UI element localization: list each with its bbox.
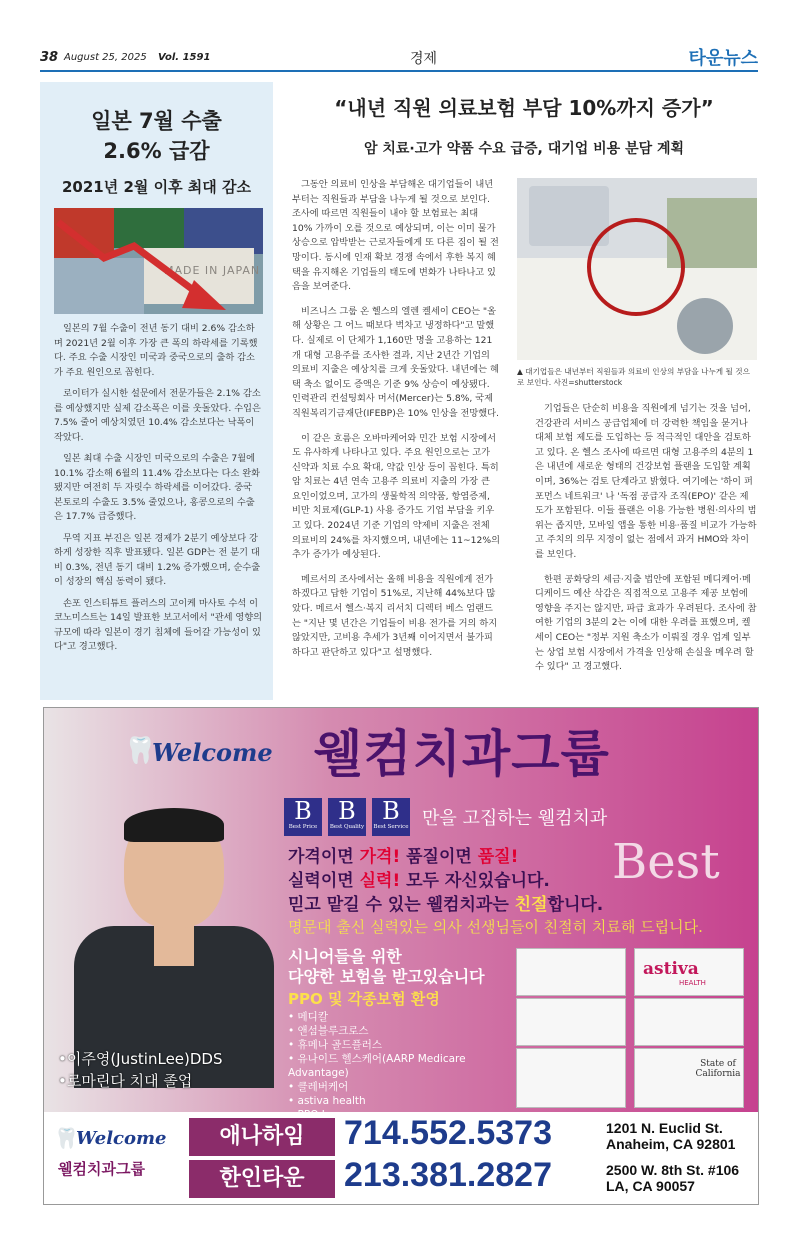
insurer-item: • 메디칼 <box>288 1011 328 1023</box>
decline-arrow-icon <box>54 208 263 314</box>
issue-volume: Vol. 1591 <box>158 52 211 63</box>
shipping-containers-photo <box>54 208 263 314</box>
insurer-item: • 클레버케어 <box>288 1081 349 1093</box>
welcome-logo-text: Welcome <box>152 738 273 767</box>
article-paragraph: 그동안 의료비 인상을 부담해온 대기업들이 내년부터는 직원들과 부담을 나누게 될 것으로 보인다. 조사에 따르면 직원들이 내야 할 보험료는 최대 10% 가까이 오를 것으로 예상되며, 이는 이미 물가 상승으로 압박받는 근로자들에게 또 다른 짐이 될 전망이다. 동시에 인재 확보 경쟁 속에서 후한 복지 혜택을 유지해온 기업들의 태도에 변화가 나타나고 있음을 보여준다. <box>292 179 499 293</box>
slogan-line-3: 믿고 맡길 수 있는 웰컴치과는 친절합니다. <box>288 895 604 915</box>
insurer-item: • astiva health <box>288 1095 366 1107</box>
contact-bar: 🦷 Welcome 웰컴치과그룹 애나하임 714.552.5373 1201 N. Euclid St. Anaheim, CA 92801 한인타운 213.381.2827 2500 W. 8th St. #106 LA, CA 90057 <box>44 1112 758 1204</box>
article-paragraph: 이 같은 흐름은 오바마케어와 민간 보험 시장에서도 유사하게 나타나고 있다. 주요 원인으로는 고가 신약과 치료 수요 확대, 약값 인상 등이 꼽힌다. 특히 암 치료는 4년 연속 고용주 의료비 지출의 가장 큰 요인이었으며, 고가의 생물학적 의약품, 항염증제, 비만 치료제(GLP-1) 사용 증가도 기업 부담을 키우고 있다. 2024년 기준 기업의 약제비 지출은 전체 의료비의 24%를 차지했으며, 내년에는 11~12%의 추가 증가가 예상된다. <box>292 432 500 561</box>
insurance-card <box>516 948 626 996</box>
slogan-line-4: 명문대 출신 실력있는 의사 선생님들이 친절히 치료해 드립니다. <box>288 918 703 936</box>
issue-date: August 25, 2025 <box>64 52 147 63</box>
contact-group-name: 웰컴치과그룹 <box>58 1160 145 1178</box>
dental-advertisement[interactable] <box>43 707 759 1205</box>
sidebar-paragraph: 일본의 7월 수출이 전년 동기 대비 2.6% 감소하며 2021년 2월 이후 가장 큰 폭의 하락세를 기록했다. 주요 수출 시장인 미국과 중국으로의 출하 감소가 주요 원인으로 꼽힌다. <box>54 323 258 378</box>
best-service-badge: B Best Service <box>372 798 410 836</box>
page-header <box>40 48 758 72</box>
doctor-name: •이주영(JustinLee)DDS <box>58 1050 223 1068</box>
phone-anaheim[interactable]: 714.552.5373 <box>344 1114 552 1152</box>
container-lettering: MADE IN JAPAN <box>164 264 261 277</box>
ppo-welcome: PPO 및 각종보험 환영 <box>288 990 440 1008</box>
ad-group-name: 웰컴치과그룹 <box>314 725 610 783</box>
location-koreatown: 한인타운 <box>189 1160 335 1198</box>
slogan-line-2: 실력이면 실력! 모두 자신있습니다. <box>288 871 550 891</box>
brand-logo[interactable]: 타운뉴스 <box>688 48 758 69</box>
article-subheadline: 암 치료·고가 약품 수요 급증, 대기업 비용 분담 계획 <box>363 141 685 157</box>
insurer-list <box>288 1010 528 1122</box>
page-number: 38 <box>40 50 59 65</box>
sidebar-subtitle: 2021년 2월 이후 최대 감소 <box>62 178 251 196</box>
insurer-item: • 유나이드 헬스케어(AARP Medicare Advantage) <box>288 1053 466 1079</box>
senior-line-2: 다양한 보험을 받고있습니다 <box>288 967 485 986</box>
insurance-card <box>516 1048 626 1108</box>
medical-bills-photo <box>517 178 757 360</box>
slogan-line-1: 가격이면 가격! 품질이면 품질! <box>288 847 519 867</box>
sidebar-paragraph: 무역 지표 부진은 일본 경제가 2분기 예상보다 강하게 성장한 직후 발표됐다. 일본 GDP는 전 분기 대비 0.3%, 전년 동기 대비 1.2% 증가했으며, 순수출이 성장의 핵심 동력이 됐다. <box>54 532 261 587</box>
sidebar-title-line1: 일본 7월 수출 <box>91 109 222 133</box>
photo-caption: ▲ 대기업들은 내년부터 직원들과 의료비 인상의 부담을 나누게 될 것으로 보인다. 사진=shutterstock <box>517 367 750 387</box>
sidebar-body <box>54 322 263 662</box>
doctor-education: •로마린다 치대 졸업 <box>58 1072 193 1090</box>
tooth-icon: 🦷 <box>54 1126 79 1150</box>
sidebar-article <box>40 82 273 700</box>
welcome-logo <box>124 732 314 772</box>
tooth-icon: 🦷 <box>124 736 157 766</box>
address-anaheim: 1201 N. Euclid St. Anaheim, CA 92801 <box>606 1120 736 1152</box>
sidebar-paragraph: 손포 인스티튜트 플러스의 고이케 마사토 수석 이코노미스트는 14일 발표한 보고서에서 "관세 영향의 규모에 따라 일본이 경기 침체에 들어갈 가능성이 있다"고 경고했다. <box>54 597 263 652</box>
sidebar-title <box>40 106 273 166</box>
best-watermark: Best <box>612 834 720 890</box>
article-paragraph: 한편 공화당의 세금·지출 법안에 포함된 메디케어·메디케이드 예산 삭감은 직접적으로 고용주 제공 보험에 영향을 주지는 않지만, 파급 효과가 우려된다. 조사에 참여한 기업의 3분의 2는 이에 대한 우려를 표했으며, 켈세이 CEO는 "정부 지원 축소가 이뤄질 경우 업계 일부는 상업 보험 시장에서 가격을 인상해 손실을 메우려 할 수 있다" 고 경고했다. <box>535 573 757 673</box>
doctor-photo <box>74 808 274 1088</box>
sidebar-paragraph: 일본 최대 수출 시장인 미국으로의 수출은 7월에 10.1% 감소해 6월의 11.4% 감소보다는 다소 완화됐지만 여전히 두 자릿수 하락세를 이어갔다. 중국 본토로의 수출도 3.5% 줄었으나, 홍콩으로의 수출은 17.7% 급증했다. <box>54 453 260 522</box>
section-name: 경제 <box>410 51 438 67</box>
article-paragraph: 메르서의 조사에서는 올해 비용을 직원에게 전가하겠다고 답한 기업이 51%로, 지난해 44%보다 많았다. 메르서 헬스·복지 리서치 디렉터 베스 엄랜드는 "지난 몇 년간은 기업들이 비용 전가를 거의 하지 않았지만, 고비용 추세가 3년째 이어지면서 불가피하다고 판단하고 있다"고 설명했다. <box>292 573 498 658</box>
article-column-2 <box>535 402 757 685</box>
california-card: State of California <box>634 1048 744 1108</box>
article-column-1 <box>292 178 500 670</box>
insurance-cards <box>516 948 742 1106</box>
phone-koreatown[interactable]: 213.381.2827 <box>344 1156 552 1194</box>
best-price-badge: B Best Price <box>284 798 322 836</box>
article-paragraph: 기업들은 단순히 비용을 직원에게 넘기는 것을 넘어, 건강관리 서비스 공급업체에 더 강력한 책임을 묻거나 대체 보험 제도를 도입하는 등 적극적인 대안을 검토하고 있다. 온 헬스 조사에 따르면 대형 고용주의 4분의 1은 내년에 새로운 형태의 건강보험 플랜을 도입할 계획이며, 36%는 검토 단계라고 밝혔다. 여기에는 '하이 퍼포먼스 네트워크' 나 '독점 공급자 조직(EPO)' 같은 제도가 포함된다. 이들 플랜은 이용 가능한 병원·의사의 범위는 좁지만, 모바일 앱을 통한 비용·품질 비교가 가능하고 주치의 의무 지정이 없는 점에서 과거 HMO와 차이를 보인다. <box>535 403 757 560</box>
sidebar-title-line2: 2.6% 급감 <box>103 139 210 163</box>
insurer-item: • 앤섬블루크로스 <box>288 1025 369 1037</box>
location-anaheim: 애나하임 <box>189 1118 335 1156</box>
insurer-item: • 휴메나 골드플러스 <box>288 1039 383 1051</box>
insurance-card <box>634 998 744 1046</box>
insurance-card <box>516 998 626 1046</box>
best-quality-badge: B Best Quality <box>328 798 366 836</box>
sidebar-paragraph: 로이터가 실시한 설문에서 전문가들은 2.1% 감소를 예상했지만 실제 감소폭은 이를 웃돌았다. 수입은 7.5% 줄어 예상치였던 10.4% 감소보다는 낙폭이 작았다. <box>54 388 261 443</box>
bbb-tagline: 만을 고집하는 웰컴치과 <box>422 808 608 829</box>
senior-line-1: 시니어들을 위한 <box>288 947 402 966</box>
article-headline: “내년 직원 의료보험 부담 10%까지 증가” <box>334 96 714 120</box>
address-koreatown: 2500 W. 8th St. #106 LA, CA 90057 <box>606 1162 740 1194</box>
astiva-card: astiva HEALTH <box>634 948 744 996</box>
article-paragraph: 비즈니스 그룹 온 헬스의 엘렌 켈세이 CEO는 "올해 상황은 그 어느 때보다 벅차고 냉정하다"고 말했다. 실제로 이 단체가 1,160만 명을 고용하는 121개 대형 고용주를 조사한 결과, 지난 2년간 기업의 의료비 지출은 예상치를 크게 웃돌았다. 내년에는 혜택 축소 없이도 증액은 기준 9% 상승이 예상됐다. 인력관리 컨설팅회사 머서(Mercer)는 5.8%, 국제직원복리기금재단(IFEBP)은 10% 인상을 전망했다. <box>292 305 499 419</box>
